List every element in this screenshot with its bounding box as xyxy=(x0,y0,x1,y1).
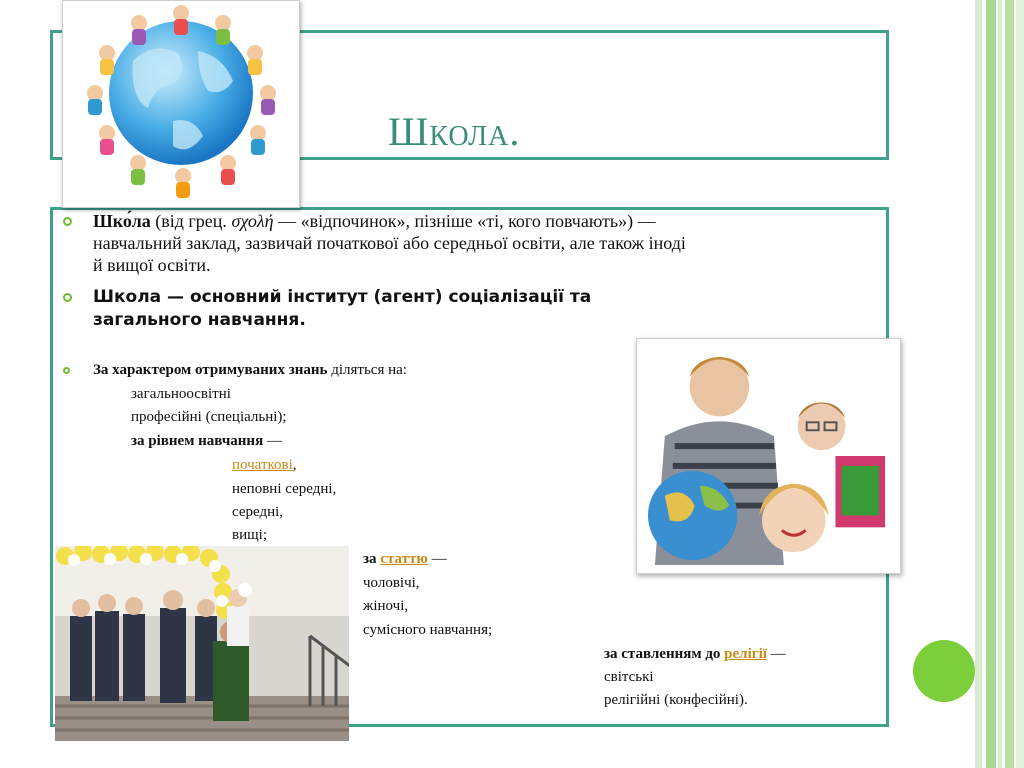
term-word: Шко́ла xyxy=(93,211,151,231)
greek-word: σχολή xyxy=(231,211,274,231)
link-gender[interactable]: статтю xyxy=(380,551,428,567)
religion-bold: за ставленням до xyxy=(604,646,725,662)
knowledge-type: професійні (спеціальні); xyxy=(131,409,287,425)
gender-item: чоловічі, xyxy=(363,575,420,591)
level-suffix: , xyxy=(292,457,297,473)
gender-bold: за xyxy=(363,551,381,567)
knowledge-type: загальноосвітні xyxy=(131,386,231,402)
gender-dash: — xyxy=(427,551,447,567)
classification-rest: діляться на: xyxy=(327,362,407,378)
school-ceremony-photo xyxy=(55,546,349,741)
level-item: неповні середні, xyxy=(232,481,337,497)
paragraph-classification xyxy=(93,361,407,379)
religion-item: релігійні (конфесійні). xyxy=(604,692,748,708)
definition-pre: (від грец. xyxy=(150,211,232,231)
decor-stripe xyxy=(1016,0,1024,768)
paragraph-definition xyxy=(93,210,863,276)
paragraph-institution xyxy=(93,286,793,332)
level-bold: за рівнем навчання xyxy=(131,433,264,449)
link-primary[interactable]: початкові xyxy=(232,457,293,473)
decor-green-circle xyxy=(913,640,975,702)
decor-stripe xyxy=(975,0,982,768)
religion-item: світські xyxy=(604,669,654,685)
gender-heading xyxy=(363,550,447,568)
decor-stripe xyxy=(1005,0,1014,768)
gender-item: сумісного навчання; xyxy=(363,622,493,638)
religion-heading xyxy=(604,645,786,663)
definition-line2: навчальний заклад, зазвичай початкової або середньої освіти, але також іноді xyxy=(93,233,686,253)
gender-item: жіночі, xyxy=(363,598,409,614)
globe-children-image xyxy=(62,0,300,208)
bullet-icon xyxy=(63,293,72,302)
level-heading xyxy=(131,432,282,450)
decor-stripe xyxy=(986,0,996,768)
definition-line3: й вищої освіти. xyxy=(93,255,211,275)
institution-line1: Школа — основний інститут (агент) соціалізації та xyxy=(93,287,592,307)
institution-line2: загального навчання. xyxy=(93,310,306,330)
level-dash: — xyxy=(263,433,282,449)
level-item: середні, xyxy=(232,504,284,520)
link-religion[interactable]: релігії xyxy=(724,646,767,662)
religion-dash: — xyxy=(766,646,786,662)
school-kids-photo xyxy=(636,338,901,574)
level-item: вищі; xyxy=(232,527,267,543)
bullet-icon xyxy=(63,217,72,226)
level-item xyxy=(232,456,297,474)
classification-bold: За характером отримуваних знань xyxy=(93,362,328,378)
bullet-icon xyxy=(63,367,70,374)
definition-post: — «відпочинок», пізніше «ті, кого повчають») — xyxy=(273,211,656,231)
decor-stripe xyxy=(998,0,1002,768)
slide-title: Школа. xyxy=(388,109,521,154)
